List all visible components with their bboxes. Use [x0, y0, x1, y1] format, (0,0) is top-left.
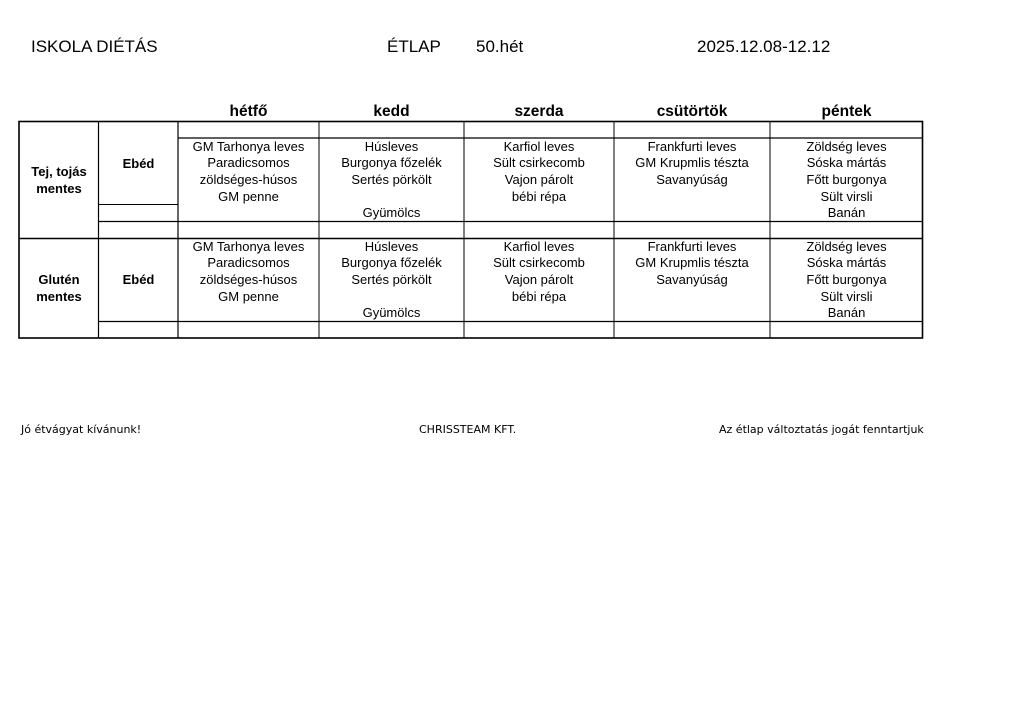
section-label-line2: mentes [36, 181, 82, 196]
menu-item: GM Tarhonya leves [192, 138, 305, 154]
menu-item: GM Krupmlis tészta [635, 255, 749, 271]
day-header-thursday: csütörtök [656, 103, 728, 120]
footer-disclaimer: Az étlap változtatás jogát fenntartjuk [719, 423, 924, 436]
menu-cell-wednesday [464, 139, 614, 206]
menu-item: zöldséges-húsos [199, 271, 298, 287]
footer-greeting: Jó étvágyat kívánunk! [21, 423, 142, 436]
menu-cell-monday [178, 239, 319, 306]
menu-item: Sült csirkecomb [493, 255, 585, 271]
menu-item: Gyümölcs [362, 205, 421, 221]
meal-label-lunch: Ebéd [122, 272, 155, 287]
menu-item: GM penne [218, 188, 279, 204]
day-header-monday: hétfő [229, 103, 268, 120]
menu-item [319, 289, 464, 306]
menu-item: bébi répa [511, 288, 567, 304]
menu-item: Burgonya főzelék [341, 155, 442, 171]
section-label-line1: Glutén [38, 272, 80, 287]
menu-cell-monday [178, 139, 319, 206]
menu-cell-thursday [614, 239, 770, 289]
menu-cell-wednesday [464, 239, 614, 306]
menu-item: Zöldség leves [806, 238, 887, 254]
menu-item: Banán [827, 305, 866, 321]
menu-item: Zöldség leves [806, 138, 887, 154]
menu-item: Húsleves [364, 238, 419, 254]
menu-item: Paradicsomos [207, 255, 290, 271]
menu-cell-friday [770, 239, 923, 323]
menu-item: GM Krupmlis tészta [635, 155, 749, 171]
menu-item: Sült virsli [820, 188, 873, 204]
menu-item: Főtt burgonya [806, 171, 887, 187]
menu-cell-thursday [614, 139, 770, 189]
date-range: 2025.12.08-12.12 [697, 37, 831, 56]
menu-item: Sült csirkecomb [493, 155, 585, 171]
menu-item: Savanyúság [656, 271, 728, 287]
menu-item: Sertés pörkölt [351, 171, 432, 187]
menu-item: Sült virsli [820, 288, 873, 304]
section-label-line1: Tej, tojás [31, 164, 87, 179]
menu-item: Savanyúság [656, 171, 728, 187]
menu-cell-friday [770, 139, 923, 223]
menu-item: GM penne [218, 288, 279, 304]
school-label: ISKOLA DIÉTÁS [31, 37, 158, 56]
menu-item: bébi répa [511, 188, 567, 204]
menu-item: Vajon párolt [504, 171, 574, 187]
menu-item: Burgonya főzelék [341, 255, 442, 271]
menu-item: Paradicsomos [207, 155, 290, 171]
footer-company: CHRISSTEAM KFT. [419, 423, 517, 436]
day-header-friday: péntek [821, 103, 872, 120]
menu-item: Sóska mártás [806, 255, 887, 271]
menu-item [319, 189, 464, 206]
day-header-tuesday: kedd [373, 103, 410, 120]
menu-item: Frankfurti leves [647, 138, 737, 154]
section-label-dairy-egg-free [19, 163, 99, 197]
menu-cell-tuesday [319, 139, 464, 223]
day-header-wednesday: szerda [514, 103, 564, 120]
menu-item: Banán [827, 205, 866, 221]
menu-item: Gyümölcs [362, 305, 421, 321]
week-number: 50.hét [476, 37, 524, 56]
section-label-line2: mentes [36, 289, 82, 304]
menu-cell-tuesday [319, 239, 464, 323]
menu-title: ÉTLAP [387, 37, 441, 56]
meal-label-lunch: Ebéd [122, 156, 155, 171]
menu-item: Sertés pörkölt [351, 271, 432, 287]
menu-item: Karfiol leves [503, 138, 575, 154]
menu-item: Frankfurti leves [647, 238, 737, 254]
menu-item: Vajon párolt [504, 271, 574, 287]
section-label-gluten-free [19, 271, 99, 305]
menu-item: Karfiol leves [503, 238, 575, 254]
menu-item: Főtt burgonya [806, 271, 887, 287]
menu-item: Húsleves [364, 138, 419, 154]
menu-item: GM Tarhonya leves [192, 238, 305, 254]
menu-item: Sóska mártás [806, 155, 887, 171]
menu-item: zöldséges-húsos [199, 171, 298, 187]
